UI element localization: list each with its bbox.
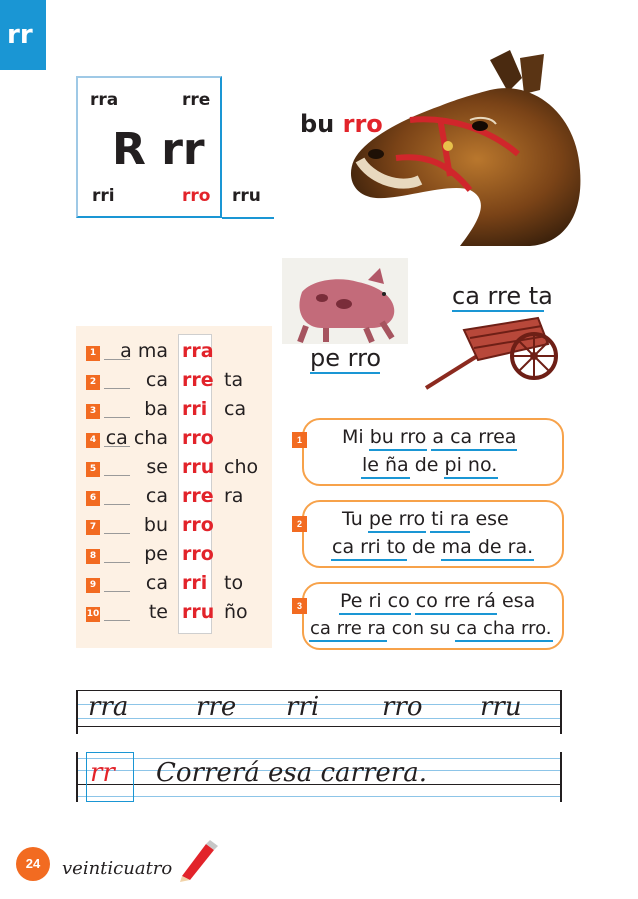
guide-margin — [76, 690, 78, 734]
cursive-syllable: rro — [382, 692, 423, 722]
table-row — [80, 543, 270, 571]
sentence-word: pi no. — [444, 454, 498, 476]
row-syllable: rru — [182, 456, 215, 478]
row-prefix: se — [146, 456, 168, 478]
guide-margin — [560, 690, 562, 734]
guide-line — [76, 690, 562, 691]
row-syllable: rre — [182, 485, 214, 507]
row-number: 7 — [86, 520, 100, 535]
hero-word-syllable: rro — [342, 110, 383, 138]
syllable-rro: rro — [182, 186, 211, 206]
table-row — [80, 398, 270, 426]
sentence-word: de — [411, 536, 436, 558]
row-syllable: rre — [182, 369, 214, 391]
row-syllable: rri — [182, 572, 208, 594]
row-suffix: to — [224, 572, 244, 594]
letter-title: R rr — [112, 124, 205, 175]
guide-line — [76, 726, 562, 727]
chapter-tab — [0, 0, 46, 70]
row-syllable: rra — [182, 340, 214, 362]
page-number-words: veinticuatro — [62, 858, 173, 879]
row-syllable: rro — [182, 427, 214, 449]
syllable-rra: rra — [90, 90, 119, 110]
sentence-word: Pe ri co — [340, 590, 410, 612]
sentence-word: a ca rrea — [432, 426, 517, 448]
sentence-2-line-2 — [332, 536, 533, 558]
row-prefix: te — [148, 601, 168, 623]
row-prefix: pe — [144, 543, 168, 565]
sentence-number-1: 1 — [292, 432, 307, 448]
row-syllable: rro — [182, 514, 214, 536]
sentence-3-line-2 — [310, 618, 552, 639]
sentence-word: ma de ra. — [441, 536, 534, 558]
row-suffix: ca — [224, 398, 247, 420]
answer-blank — [104, 591, 130, 592]
guide-line — [76, 796, 562, 797]
row-number: 6 — [86, 491, 100, 506]
handwriting-row-1 — [76, 690, 562, 734]
handwriting-row-2 — [76, 752, 562, 802]
table-row — [80, 485, 270, 513]
row-prefix: ca cha — [105, 427, 168, 449]
row-number: 9 — [86, 578, 100, 593]
row-number: 5 — [86, 462, 100, 477]
cursive-sentence: Correrá esa carrera. — [156, 758, 427, 788]
letter-box-extension — [222, 217, 274, 219]
sentence-word: ti ra — [431, 508, 470, 530]
cursive-model-letter: rr — [90, 758, 115, 788]
row-suffix: ra — [224, 485, 244, 507]
row-prefix: ca — [145, 485, 168, 507]
table-row — [80, 456, 270, 484]
donkey-image — [340, 50, 586, 246]
sentence-word: esa — [501, 590, 536, 612]
sentence-number-3: 3 — [292, 598, 307, 614]
syllable-rri: rri — [92, 186, 115, 206]
label-perro-underline — [310, 372, 380, 374]
label-perro: pe rro — [310, 344, 382, 372]
answer-blank — [104, 620, 130, 621]
row-suffix: cho — [224, 456, 259, 478]
sentence-word: ese — [475, 508, 509, 530]
cursive-syllable: rru — [480, 692, 522, 722]
sentence-word: ca cha rro. — [456, 618, 552, 639]
row-syllable: rru — [182, 601, 215, 623]
sentence-word: le ña — [362, 454, 409, 476]
cursive-syllable: rri — [286, 692, 320, 722]
row-prefix: ca — [145, 369, 168, 391]
syllable-rru: rru — [232, 186, 261, 206]
syllable-rre: rre — [182, 90, 211, 110]
row-number: 4 — [86, 433, 100, 448]
row-syllable: rri — [182, 398, 208, 420]
hero-word-prefix: bu — [300, 110, 343, 138]
sentence-3-line-1 — [340, 590, 535, 612]
answer-blank — [104, 533, 130, 534]
cursive-syllable: rre — [196, 692, 237, 722]
table-row — [80, 427, 270, 455]
label-carreta-underline — [452, 310, 544, 312]
row-prefix: a ma — [120, 340, 168, 362]
row-suffix: ño — [224, 601, 248, 623]
sentence-number-2: 2 — [292, 516, 307, 532]
sentence-word: ca rri to — [332, 536, 406, 558]
answer-blank — [104, 562, 130, 563]
sentence-word: Mi — [342, 426, 364, 448]
table-row — [80, 572, 270, 600]
sentence-word: bu rro — [369, 426, 427, 448]
row-prefix: ca — [145, 572, 168, 594]
sentence-word: de — [414, 454, 439, 476]
row-suffix: ta — [224, 369, 244, 391]
answer-blank — [104, 475, 130, 476]
answer-blank — [104, 388, 130, 389]
row-syllable: rro — [182, 543, 214, 565]
sentence-1-line-1 — [342, 426, 516, 448]
chapter-tab-label: rr — [7, 20, 33, 50]
page-number: 24 — [16, 847, 50, 881]
table-row — [80, 369, 270, 397]
answer-blank — [104, 504, 130, 505]
sentence-word: co rre rá — [415, 590, 496, 612]
row-number: 8 — [86, 549, 100, 564]
dog-image — [282, 258, 408, 344]
guide-margin — [560, 752, 562, 802]
cursive-syllable: rra — [88, 692, 129, 722]
sentence-1-line-2 — [362, 454, 497, 476]
row-number: 3 — [86, 404, 100, 419]
sentence-word: Tu — [342, 508, 363, 530]
row-prefix: ba — [144, 398, 168, 420]
pencil-icon — [174, 838, 218, 882]
table-row — [80, 340, 270, 368]
row-prefix: bu — [143, 514, 168, 536]
cart-image — [420, 310, 562, 394]
row-number: 1 — [86, 346, 100, 361]
guide-margin — [76, 752, 78, 802]
sentence-word: con — [391, 618, 425, 639]
table-row — [80, 514, 270, 542]
sentence-word: su — [429, 618, 451, 639]
sentence-2-line-1 — [342, 508, 509, 530]
sentence-word: ca rre ra — [310, 618, 386, 639]
sentence-word: pe rro — [368, 508, 426, 530]
label-carreta: ca rre ta — [452, 282, 553, 310]
table-row — [80, 601, 270, 629]
answer-blank — [104, 417, 130, 418]
row-number: 2 — [86, 375, 100, 390]
row-number: 10 — [86, 607, 100, 622]
